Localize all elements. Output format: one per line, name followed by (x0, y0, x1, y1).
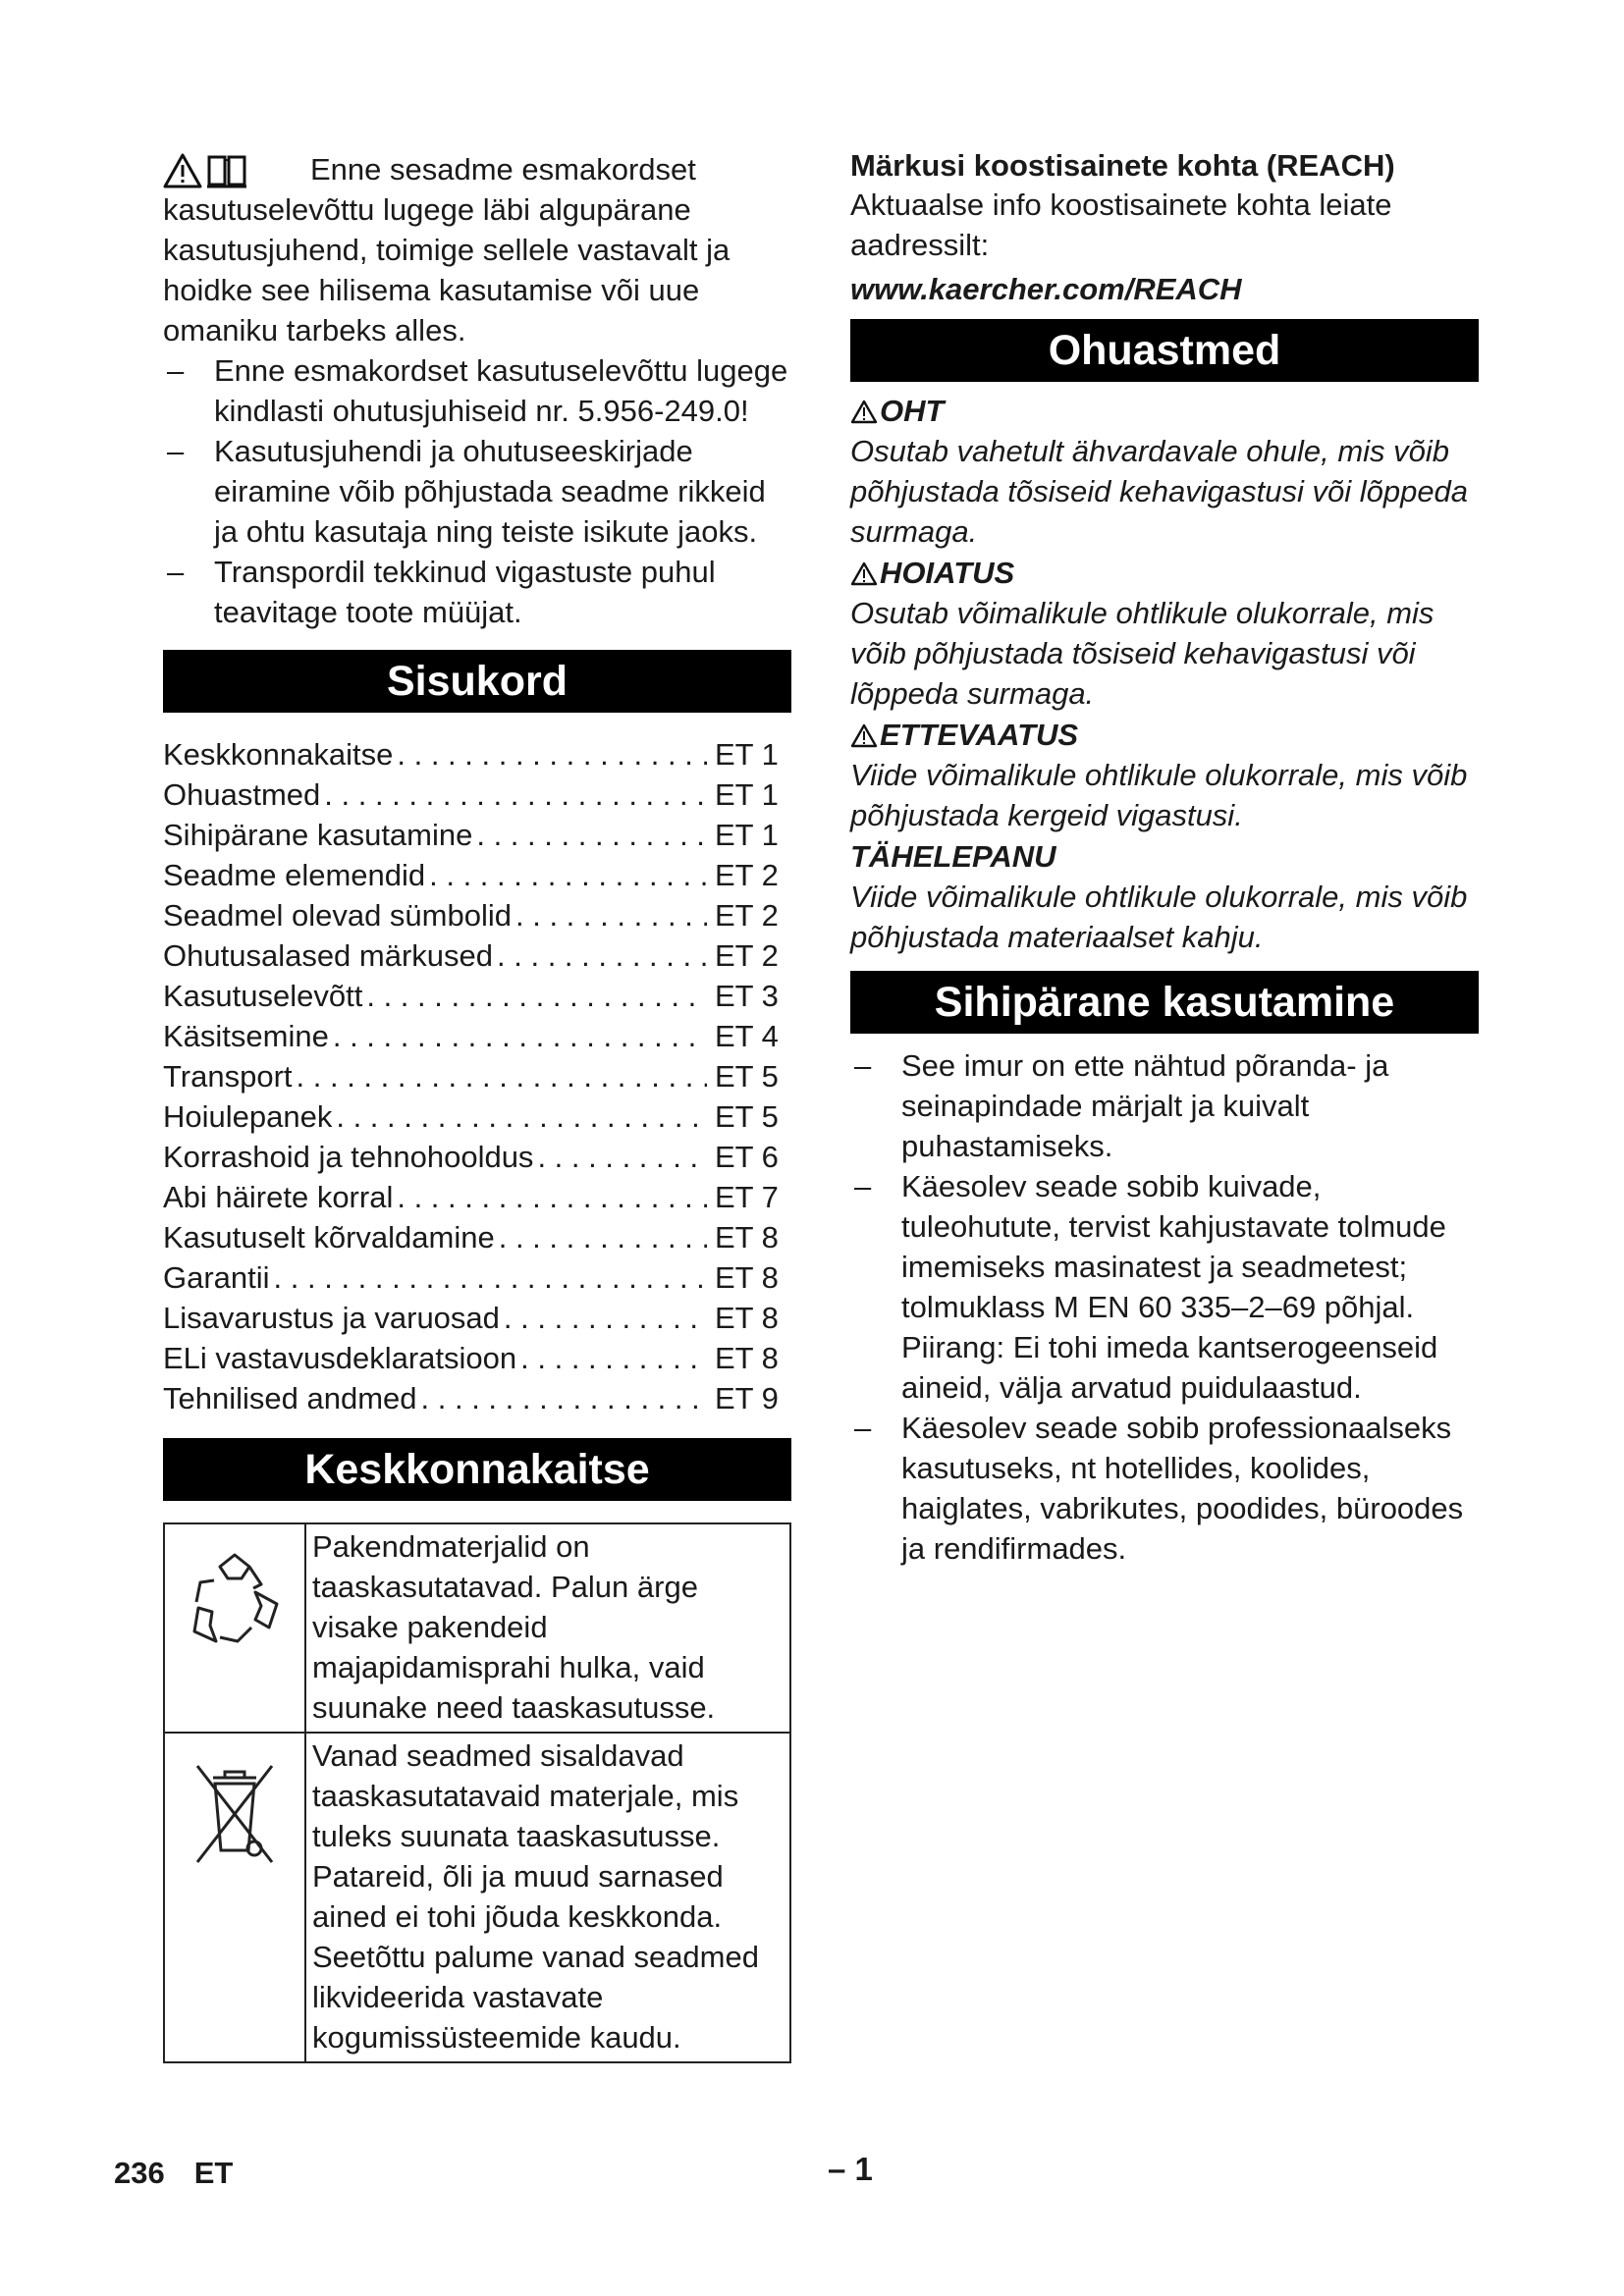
toc-item-page: ET 4 (715, 1019, 779, 1053)
warning-icon (850, 400, 878, 424)
toc-item-label: Hoiulepanek (163, 1099, 333, 1134)
crossed-bin-icon (186, 1756, 284, 1874)
toc-item[interactable] (163, 1378, 791, 1418)
hazards-title: Ohuastmed (850, 319, 1479, 382)
toc-item-label: Garantii (163, 1260, 270, 1295)
hazard-level-label (850, 392, 1479, 431)
toc-leader-dots (393, 1177, 707, 1217)
toc-item-label: Sihipärane kasutamine (163, 818, 473, 852)
toc-item-page: ET 8 (715, 1301, 779, 1335)
toc-leader-dots (417, 1378, 707, 1418)
toc-item-label: Seadmel olevad sümbolid (163, 898, 512, 933)
intended-use-bullet: – See imur on ette nähtud põranda- ja seinapindade märjalt ja kuivalt puhastamiseks. (850, 1045, 1479, 1166)
toc-item[interactable] (163, 855, 791, 895)
toc-leader-dots (533, 1137, 707, 1177)
toc-item-label: Seadme elemendid (163, 858, 426, 892)
toc-item-label: Transport (163, 1059, 293, 1094)
intended-use-bullets (850, 1045, 1479, 1569)
toc-item[interactable] (163, 1257, 791, 1298)
environment-icon-cell (164, 1733, 305, 2062)
hazard-level-text: Viide võimalikule ohtlikule olukorrale, mis võib põhjustada kergeid vigastusi. (850, 758, 1468, 832)
toc-item-page: ET 2 (715, 938, 779, 973)
intro-bullet: – Transpordil tekkinud vigastuste puhul teavitage toote müüjat. (163, 552, 791, 632)
toc-leader-dots (362, 976, 707, 1016)
toc-item[interactable] (163, 935, 791, 976)
hazard-level-name: HOIATUS (880, 556, 1015, 590)
toc-item[interactable] (163, 734, 791, 774)
toc-item-page: ET 9 (715, 1381, 779, 1415)
hazard-level-name: TÄHELEPANU (850, 839, 1056, 874)
hazard-level-label (850, 837, 1479, 877)
manual-book-icon (206, 153, 247, 188)
toc-item[interactable] (163, 1056, 791, 1096)
toc-item-label: Tehnilised andmed (163, 1381, 417, 1415)
toc-item[interactable] (163, 1298, 791, 1338)
toc-item-page: ET 1 (715, 777, 779, 812)
toc-item-label: ELi vastavusdeklaratsioon (163, 1341, 517, 1375)
toc-leader-dots (495, 1217, 707, 1257)
toc-item-label: Kasutuselevõtt (163, 979, 363, 1013)
toc-leader-dots (512, 895, 707, 935)
toc-item[interactable] (163, 1177, 791, 1217)
hazard-level-text: Osutab võimalikule ohtlikule olukorrale, mis võib põhjustada tõsiseid kehavigastusi või lõppeda surmaga. (850, 596, 1435, 711)
toc-leader-dots (270, 1257, 707, 1298)
toc-item-page: ET 3 (715, 979, 779, 1013)
toc-item-page: ET 2 (715, 858, 779, 892)
intro-bullet: – Kasutusjuhendi ja ohutuseeskirjade eiramine võib põhjustada seadme rikkeid ja ohtu kasutaja ning teiste isikute jaoks. (163, 431, 791, 552)
intended-use-bullet: – Käesolev seade sobib professionaalseks kasutuseks, nt hotellides, koolides, haiglates, vabrikutes, poodides, büroodes ja rendifirmades. (850, 1408, 1479, 1569)
toc-item-label: Abi häirete korral (163, 1180, 394, 1214)
toc-item[interactable] (163, 774, 791, 815)
reach-link[interactable]: www.kaercher.com/REACH (850, 272, 1242, 306)
intro-icons (163, 153, 247, 188)
toc-leader-dots (472, 815, 707, 855)
intro-paragraph: Enne sesadme esmakordset kasutuselevõttu lugege läbi algupärane kasutusjuhend, toimige sellele vastavalt ja hoidke see hilisema kasutamise või uue omaniku tarbeks alles. (163, 152, 731, 347)
toc-item-label: Kasutuselt kõrvaldamine (163, 1220, 495, 1255)
toc-item[interactable] (163, 1338, 791, 1378)
environment-text: Pakendmaterjalid on taaskasutatavad. Palun ärge visake pakendeid majapidamisprahi hulka, vaid suunake need taaskasutusse. (305, 1523, 790, 1733)
environment-row (164, 1523, 790, 1733)
intro-bullets (163, 350, 791, 632)
sheet-number: – 1 (828, 2151, 873, 2187)
intended-use-title: Sihipärane kasutamine (850, 971, 1479, 1034)
warning-icon (850, 723, 878, 748)
toc-item-label: Ohuastmed (163, 777, 321, 812)
toc-item-page: ET 8 (715, 1220, 779, 1255)
hazard-level-label (850, 554, 1479, 593)
toc-title: Sisukord (163, 650, 791, 713)
toc-leader-dots (293, 1056, 707, 1096)
toc-item[interactable] (163, 1217, 791, 1257)
toc-item[interactable] (163, 895, 791, 935)
environment-title: Keskkonnakaitse (163, 1438, 791, 1501)
toc-item-label: Käsitsemine (163, 1019, 329, 1053)
reach-text: Aktuaalse info koostisainete kohta leiate aadressilt: (850, 187, 1392, 262)
toc-item-label: Lisavarustus ja varuosad (163, 1301, 500, 1335)
warning-icon (850, 561, 878, 586)
intro-bullet: – Enne esmakordset kasutuselevõttu lugege kindlasti ohutusjuhiseid nr. 5.956-249.0! (163, 350, 791, 431)
language-code: ET (193, 2156, 234, 2190)
toc-leader-dots (425, 855, 707, 895)
toc-leader-dots (493, 935, 707, 976)
toc-item-page: ET 2 (715, 898, 779, 933)
toc-item[interactable] (163, 1096, 791, 1137)
environment-table (163, 1522, 791, 2063)
hazard-level-name: ETTEVAATUS (880, 718, 1079, 752)
toc-item-label: Korrashoid ja tehnohooldus (163, 1140, 534, 1174)
toc-leader-dots (393, 734, 707, 774)
toc-item-page: ET 1 (715, 818, 779, 852)
footer-page (114, 2156, 262, 2191)
environment-icon-cell (164, 1523, 305, 1733)
page-number: 236 (114, 2156, 165, 2190)
toc-leader-dots (516, 1338, 707, 1378)
toc-item-page: ET 6 (715, 1140, 779, 1174)
toc-item[interactable] (163, 1137, 791, 1177)
warning-icon (163, 153, 202, 188)
toc-item-label: Ohutusalased märkused (163, 938, 494, 973)
right-column (850, 147, 1479, 1569)
environment-text: Vanad seadmed sisaldavad taaskasutatavaid materjale, mis tuleks suunata taaskasutusse. Patareid, õli ja muud sarnased ained ei tohi jõuda keskkonda. Seetõttu palume vanad seadmed likvideerida vastavate kogumissüsteemide kaudu. (305, 1733, 790, 2062)
toc-item[interactable] (163, 976, 791, 1016)
toc-leader-dots (320, 774, 707, 815)
reach-heading: Märkusi koostisainete kohta (REACH) (850, 148, 1395, 183)
hazard-list (850, 392, 1479, 957)
toc-item[interactable] (163, 815, 791, 855)
hazard-level-text: Osutab vahetult ähvardavale ohule, mis võib põhjustada tõsiseid kehavigastusi või lõppeda surmaga. (850, 434, 1469, 549)
toc-leader-dots (332, 1096, 707, 1137)
hazard-level-text: Viide võimalikule ohtlikule olukorrale, mis võib põhjustada materiaalset kahju. (850, 880, 1468, 954)
environment-row (164, 1733, 790, 2062)
left-column (163, 147, 791, 2063)
hazard-level-label (850, 716, 1479, 755)
toc-item-page: ET 8 (715, 1341, 779, 1375)
toc-item-page: ET 8 (715, 1260, 779, 1295)
toc-item[interactable] (163, 1016, 791, 1056)
toc-item-label: Keskkonnakaitse (163, 737, 394, 772)
toc-item-page: ET 1 (715, 737, 779, 772)
toc-list (163, 734, 791, 1418)
hazard-level-name: OHT (880, 394, 945, 428)
toc-item-page: ET 5 (715, 1099, 779, 1134)
toc-leader-dots (500, 1298, 707, 1338)
toc-leader-dots (329, 1016, 707, 1056)
recycle-icon (181, 1547, 289, 1655)
toc-item-page: ET 7 (715, 1180, 779, 1214)
toc-item-page: ET 5 (715, 1059, 779, 1094)
intended-use-bullet: – Käesolev seade sobib kuivade, tuleohutute, tervist kahjustavate tolmude imemiseks masinatest ja seadmetest; tolmuklass M EN 60 335–2–69 põhjal. Piirang: Ei tohi imeda kantserogeenseid aineid, välja arvatud puidulaastud. (850, 1166, 1479, 1408)
